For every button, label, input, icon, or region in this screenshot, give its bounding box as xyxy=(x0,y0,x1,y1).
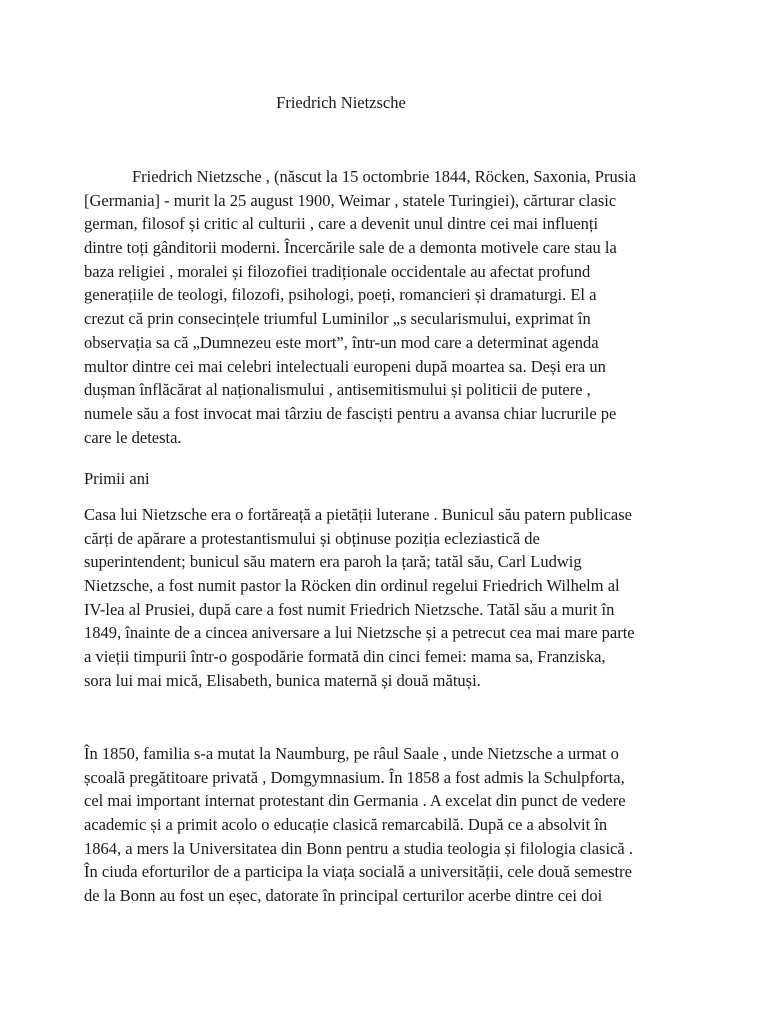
text-line: de la Bonn au fost un eșec, datorate în principal certurilor acerbe dintre cei doi xyxy=(84,886,603,906)
text-line: Friedrich Nietzsche , (născut la 15 octombrie 1844, Röcken, Saxonia, Prusia xyxy=(132,167,637,186)
early-years-paragraph xyxy=(84,503,709,693)
text-line: 1864, a mers la Universitatea din Bonn pentru a studia teologia și filologia clasică . xyxy=(84,838,633,858)
naumburg-paragraph xyxy=(84,742,709,908)
text-line: multor dintre cei mai celebri intelectuali europeni după moartea sa. Deși era un xyxy=(84,356,606,376)
text-line: cărți de apărare a protestantismului și obținuse poziția ecleziastică de xyxy=(84,528,540,548)
text-line: generațiile de teologi, filozofi, psihologi, poeți, romancieri și dramaturgi. El a xyxy=(84,285,597,305)
text-line: a vieții timpurii într-o gospodărie formată din cinci femei: mama sa, Franziska, xyxy=(84,647,606,667)
text-line: dintre toți gânditorii moderni. Încercările sale de a demonta motivele care stau la xyxy=(84,238,617,258)
text-line: german, filosof și critic al culturii , care a devenit unul dintre cei mai influenți xyxy=(84,214,599,234)
text-line: crezut că prin consecințele triumful Luminilor „s secularismului, exprimat în xyxy=(84,309,591,329)
text-line: sora lui mai mică, Elisabeth, bunica maternă și două mătuși. xyxy=(84,670,481,690)
text-line: școală pregătitoare privată , Domgymnasium. În 1858 a fost admis la Schulpforta, xyxy=(84,767,625,787)
page-title: Friedrich Nietzsche xyxy=(276,93,406,112)
text-line: cel mai important internat protestant din Germania . A excelat din punct de vedere xyxy=(84,791,626,811)
text-line: [Germania] - murit la 25 august 1900, Weimar , statele Turingiei), cărturar clasic xyxy=(84,190,617,210)
text-line: observația sa că „Dumnezeu este mort”, într-un mod care a determinat agenda xyxy=(84,332,599,352)
text-line: În 1850, familia s-a mutat la Naumburg, pe râul Saale , unde Nietzsche a urmat o xyxy=(84,744,619,763)
text-line: numele său a fost invocat mai târziu de fasciști pentru a avansa chiar lucrurile pe xyxy=(84,403,617,423)
text-line: academic și a primit acolo o educație clasică remarcabilă. După ce a absolvit în xyxy=(84,815,608,835)
text-line: IV-lea al Prusiei, după care a fost numit Friedrich Nietzsche. Tatăl său a murit în xyxy=(84,599,615,619)
text-line: baza religiei , moralei și filozofiei tradiționale occidentale au afectat profund xyxy=(84,261,591,281)
section-heading: Primii ani xyxy=(84,469,150,488)
intro-paragraph xyxy=(84,165,709,449)
text-line: 1849, înainte de a cincea aniversare a lui Nietzsche și a petrecut cea mai mare parte xyxy=(84,623,635,643)
text-line: Casa lui Nietzsche era o fortăreață a pietății luterane . Bunicul său patern publicase xyxy=(84,505,632,524)
text-line: În ciuda eforturilor de a participa la viața socială a universității, cele două semestre xyxy=(84,862,632,882)
text-line: dușman înflăcărat al naționalismului , antisemitismului și politicii de putere , xyxy=(84,380,591,400)
text-line: care le detesta. xyxy=(84,427,182,447)
text-line: superintendent; bunicul său matern era paroh la țară; tatăl său, Carl Ludwig xyxy=(84,552,582,572)
text-line: Nietzsche, a fost numit pastor la Röcken din ordinul regelui Friedrich Wilhelm al xyxy=(84,576,620,596)
